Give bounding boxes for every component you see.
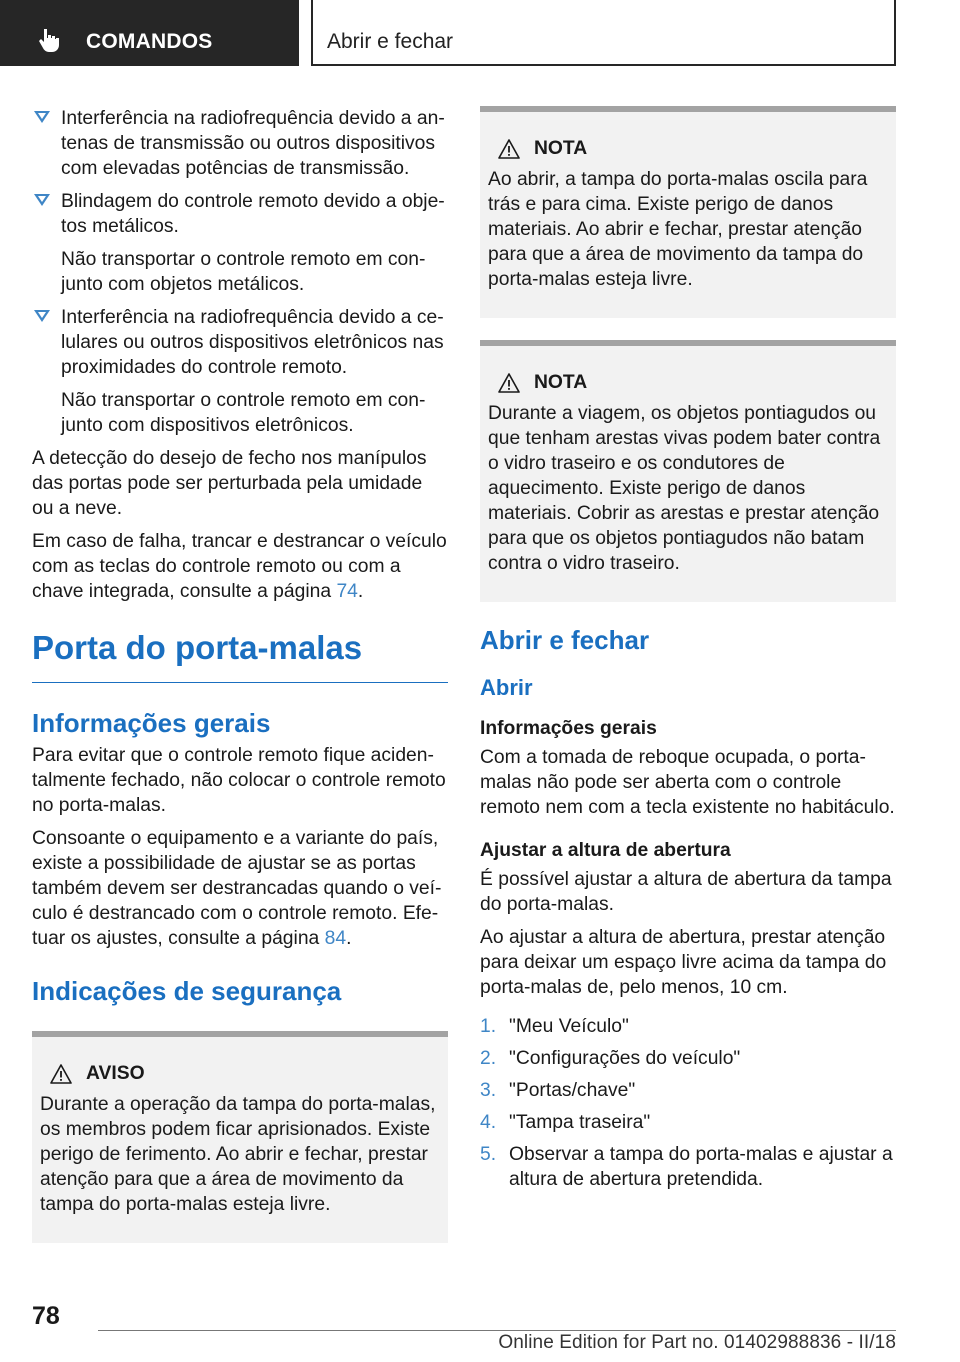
note-label: NOTA <box>534 372 588 393</box>
paragraph-end: . <box>346 928 352 949</box>
note-title <box>488 370 888 395</box>
paragraph: Ao ajustar a altura de abertura, prestar atenção para deixar um espaço livre acima da tampa do porta-malas de, pelo menos, 10 cm. <box>480 927 887 998</box>
list-item <box>480 1142 896 1192</box>
list-item <box>480 1110 896 1135</box>
note-text: Ao abrir, a tampa do porta-malas oscila para trás e para cima. Existe perigo de danos materiais. Ao abrir e fechar, prestar atenção para que a área de movimento da tampa do porta-malas esteja livre. <box>488 169 868 290</box>
paragraph: É possível ajustar a altura de abertura da tampa do porta-malas. <box>480 869 892 915</box>
list-item <box>480 1078 896 1103</box>
topic-title: Informações gerais <box>480 718 657 739</box>
bullet-item <box>32 189 448 297</box>
note-title <box>488 136 888 161</box>
step-text: "Tampa traseira" <box>509 1112 651 1133</box>
warning-box <box>32 1031 448 1243</box>
section-heading: Porta do porta-malas <box>32 628 448 683</box>
section-label: COMANDOS <box>86 30 213 53</box>
warning-triangle-icon <box>498 373 520 393</box>
step-text: "Configurações do veículo" <box>509 1048 741 1069</box>
paragraph-text: Consoante o equipamento e a variante do país, existe a possibilidade de ajustar se as portas também devem ser destrancadas quando o veículo é destrancado com o controle remoto. Efetuar os ajustes, consulte a página <box>32 828 442 949</box>
step-number: 4. <box>480 1112 497 1133</box>
step-number: 3. <box>480 1080 497 1101</box>
step-text: "Meu Veículo" <box>509 1016 629 1037</box>
list-item <box>480 1046 896 1071</box>
note-box <box>480 106 896 318</box>
minor-heading: Abrir <box>480 675 533 700</box>
triangle-bullet-icon <box>34 194 50 206</box>
page-number: 78 <box>32 1302 60 1330</box>
topic-title: Ajustar a altura de abertura <box>480 840 731 861</box>
right-column <box>480 106 896 1199</box>
subsection-heading: Indicações de segurança <box>32 976 342 1006</box>
subsection-heading: Informações gerais <box>32 708 271 738</box>
bullet-text: Interferência na radiofrequência devido a celulares ou outros dispositivos eletrônicos nas proximidades do controle remoto. <box>61 307 444 378</box>
header-chapter-box <box>311 0 896 66</box>
warning-triangle-icon <box>50 1064 72 1084</box>
step-text: "Portas/chave" <box>509 1080 636 1101</box>
paragraph-end: . <box>357 581 364 602</box>
paragraph: Com a tomada de reboque ocupada, o porta-malas não pode ser aberta com o controle remoto nem com a tecla existente no habitáculo. <box>480 747 895 818</box>
step-number: 5. <box>480 1144 497 1165</box>
step-text: Observar a tampa do porta-malas e ajustar a altura de abertura pretendida. <box>509 1144 893 1190</box>
bullet-subtext: Não transportar o controle remoto em conjunto com objetos metálicos. <box>61 249 426 295</box>
note-box <box>480 340 896 602</box>
list-item <box>480 1014 896 1039</box>
warning-label: AVISO <box>86 1063 145 1084</box>
triangle-bullet-icon <box>34 310 50 322</box>
triangle-bullet-icon <box>34 111 50 123</box>
paragraph <box>32 826 448 951</box>
bullet-item <box>32 106 448 181</box>
paragraph: A detecção do desejo de fecho nos manípulos das portas pode ser perturbada pela umidade ou a neve. <box>32 448 427 519</box>
warning-text: Durante a operação da tampa do porta-malas, os membros podem ficar aprisionados. Existe perigo de ferimento. Ao abrir e fechar, prestar atenção para que a área de movimento da tampa do porta-malas esteja livre. <box>40 1094 436 1215</box>
paragraph: Para evitar que o controle remoto fique acidentalmente fechado, não colocar o controle remoto no porta-malas. <box>32 745 446 816</box>
left-column <box>32 106 448 1265</box>
page-link[interactable]: 84 <box>324 928 347 949</box>
bullet-subtext: Não transportar o controle remoto em conjunto com dispositivos eletrônicos. <box>61 390 426 436</box>
bullet-text: Interferência na radiofrequência devido a antenas de transmissão ou outros dispositivos com elevadas potências de transmissão. <box>61 108 445 179</box>
steps-list <box>480 1014 896 1192</box>
paragraph-text: Em caso de falha, trancar e destrancar o veículo com as teclas do controle remoto ou com a chave integrada, consulte a página <box>32 531 447 602</box>
subsection-heading: Abrir e fechar <box>480 625 650 655</box>
bullet-text: Blindagem do controle remoto devido a objetos metálicos. <box>61 191 445 237</box>
step-number: 2. <box>480 1048 497 1069</box>
warning-triangle-icon <box>498 139 520 159</box>
note-text: Durante a viagem, os objetos pontiagudos ou que tenham arestas vivas podem bater contra o vidro traseiro e os condutores de aquecimento. Existe perigo de danos materiais. Cobrir as arestas e prestar atenção para que os objetos pontiagudos não batam contra o vidro traseiro. <box>488 403 881 574</box>
header-section-tab <box>0 0 299 66</box>
chapter-label: Abrir e fechar <box>327 30 454 53</box>
bullet-item <box>32 305 448 438</box>
note-label: NOTA <box>534 138 588 159</box>
page-link[interactable]: 74 <box>336 581 358 602</box>
step-number: 1. <box>480 1016 497 1037</box>
footer-edition: Online Edition for Part no. 01402988836 - II/18 <box>498 1332 896 1353</box>
footer-divider <box>98 1330 896 1331</box>
hand-pointer-icon <box>38 27 64 53</box>
paragraph <box>32 529 448 604</box>
warning-title <box>40 1061 440 1086</box>
